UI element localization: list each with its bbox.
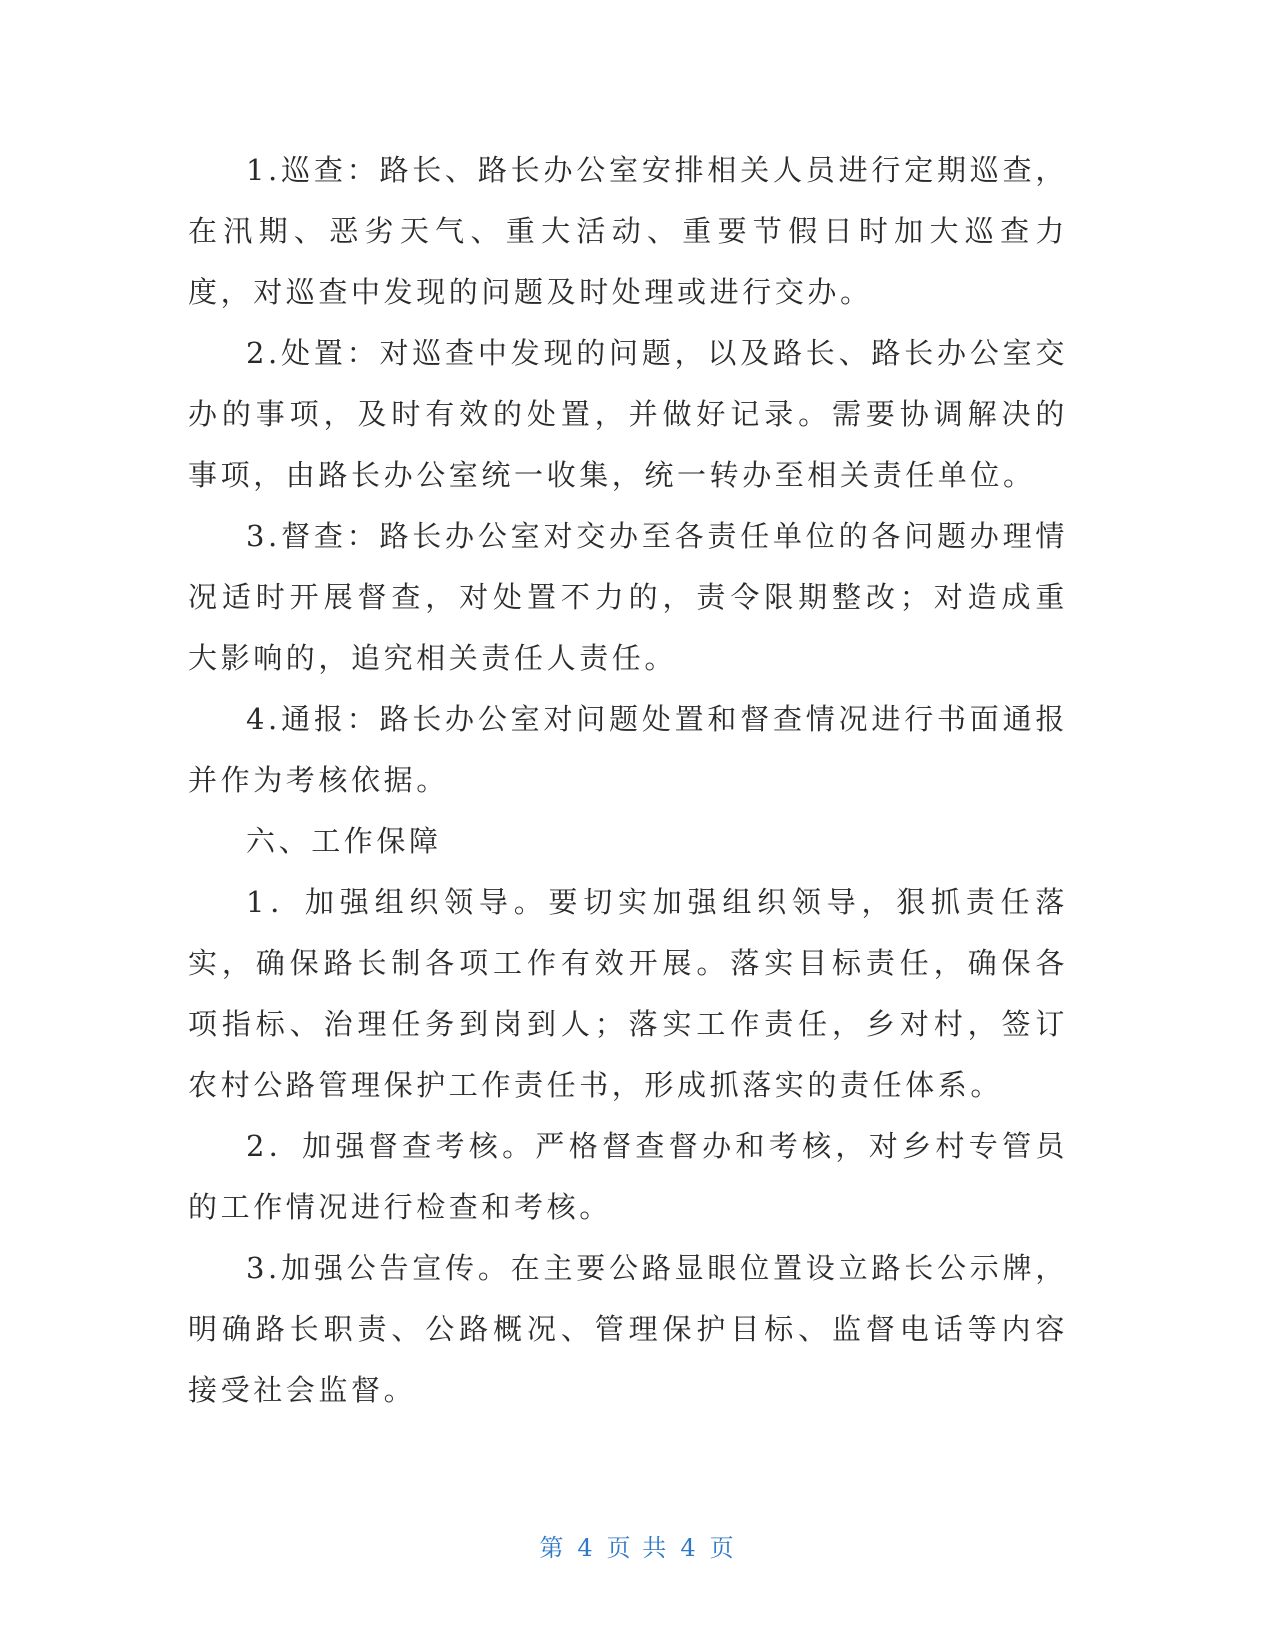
paragraph-inspection: 3.督查：路长办公室对交办至各责任单位的各问题办理情况适时开展督查，对处置不力的，责令限期整改；对造成重大影响的，追究相关责任人责任。 <box>188 519 1068 675</box>
paragraph-patrol: 1.巡查：路长、路长办公室安排相关人员进行定期巡查，在汛期、恶劣天气、重大活动、重要节假日时加大巡查力度，对巡查中发现的问题及时处理或进行交办。 <box>188 153 1068 309</box>
paragraph-publicity: 3.加强公告宣传。在主要公路显眼位置设立路长公示牌，明确路长职责、公路概况、管理保护目标、监督电话等内容接受社会监督。 <box>188 1251 1068 1407</box>
footer-total-pages: 4 <box>680 1534 698 1562</box>
paragraph-disposal: 2.处置：对巡查中发现的问题，以及路长、路长办公室交办的事项，及时有效的处置，并做好记录。需要协调解决的事项，由路长办公室统一收集，统一转办至相关责任单位。 <box>188 336 1068 492</box>
paragraph-notification: 4.通报：路长办公室对问题处置和督查情况进行书面通报并作为考核依据。 <box>188 702 1068 797</box>
document-body <box>188 140 1068 1421</box>
page-footer <box>0 1528 1275 1563</box>
paragraph-organization-leadership: 1．加强组织领导。要切实加强组织领导，狠抓责任落实，确保路长制各项工作有效开展。落实目标责任，确保各项指标、治理任务到岗到人；落实工作责任，乡对村，签订农村公路管理保护工作责任书，形成抓落实的责任体系。 <box>188 885 1068 1102</box>
section-heading-work-guarantee: 六、工作保障 <box>246 824 442 858</box>
footer-suffix: 页 <box>709 1534 736 1562</box>
footer-middle: 页 共 <box>606 1534 669 1562</box>
footer-prefix: 第 <box>539 1534 566 1562</box>
footer-current-page: 4 <box>577 1534 595 1562</box>
paragraph-supervision-assessment: 2．加强督查考核。严格督查督办和考核，对乡村专管员的工作情况进行检查和考核。 <box>188 1129 1068 1224</box>
